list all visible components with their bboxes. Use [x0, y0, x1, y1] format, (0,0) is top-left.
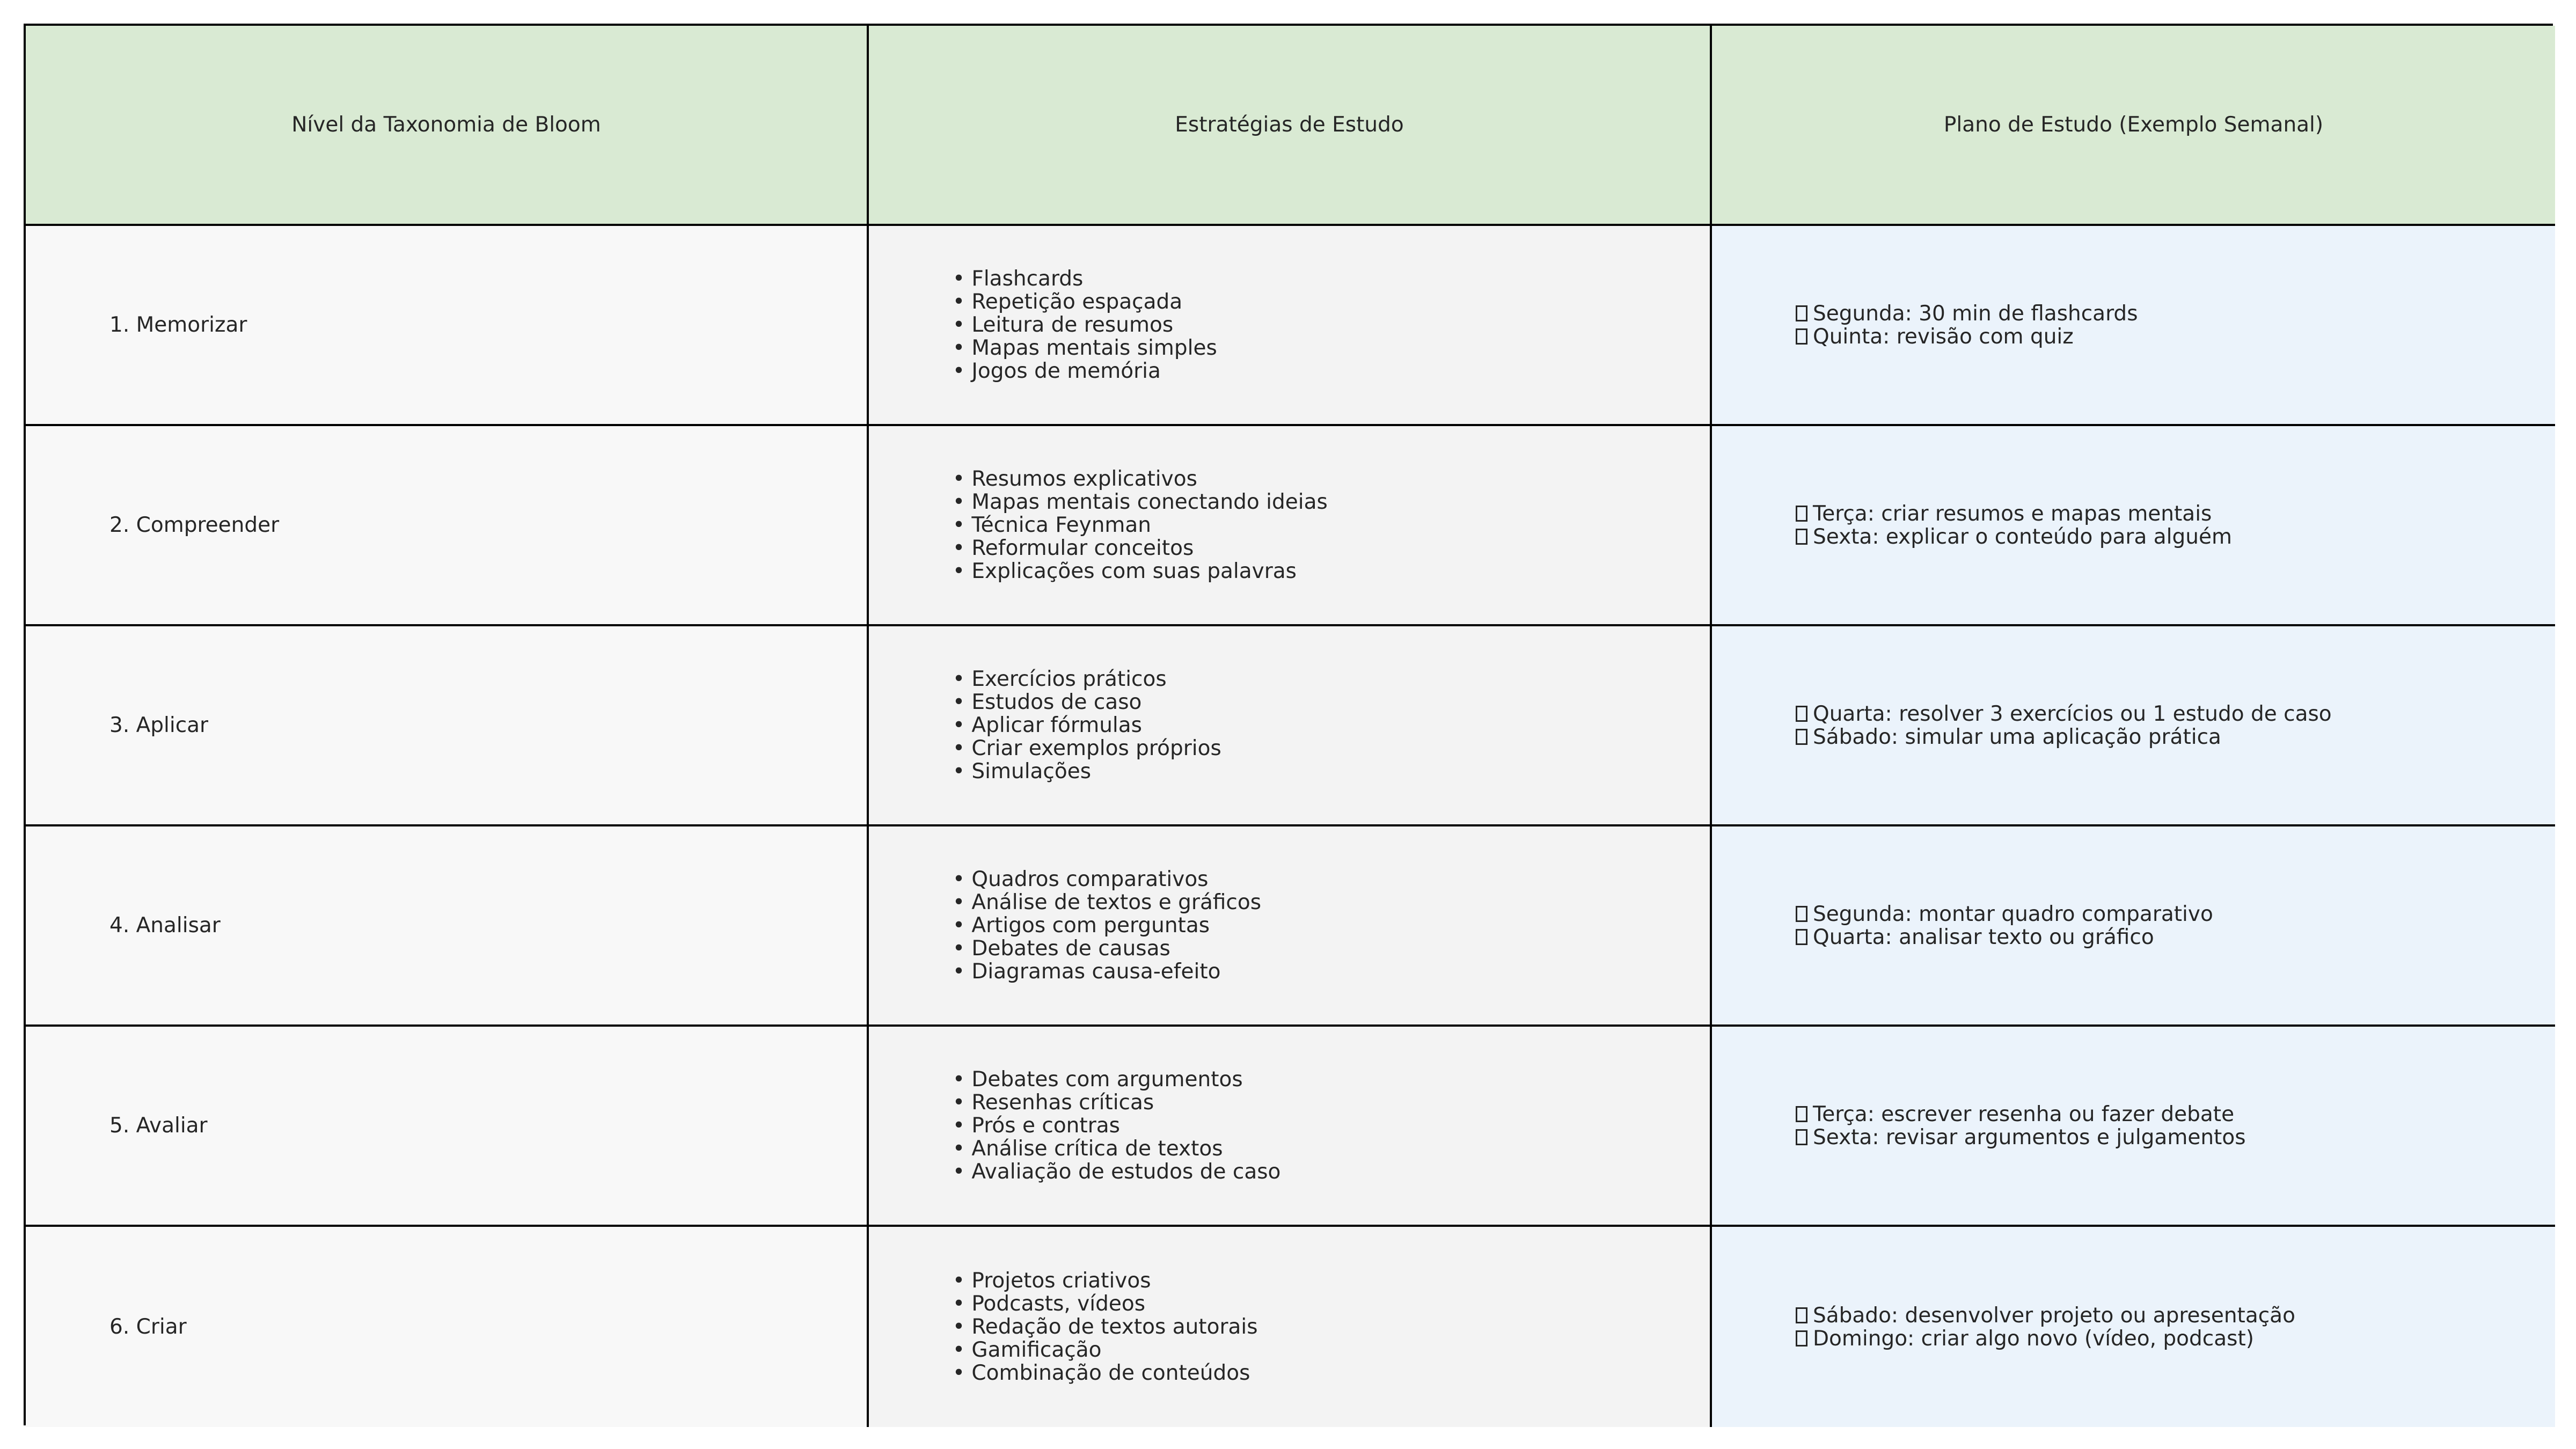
plan-item	[1796, 325, 2138, 348]
plan-item	[1796, 302, 2138, 325]
plan-list	[1796, 903, 2213, 949]
strategies-cell	[869, 626, 1712, 826]
level-cell	[26, 1027, 869, 1227]
strategy-item: • Estudos de caso	[953, 690, 1142, 714]
level-cell	[26, 826, 869, 1027]
plan-item	[1796, 903, 2213, 926]
strategy-item: • Debates com argumentos	[953, 1067, 1243, 1092]
strategies-cell	[869, 1027, 1712, 1227]
strategy-item: • Mapas mentais simples	[953, 336, 1217, 360]
plan-item-text: Sábado: desenvolver projeto ou apresentação	[1813, 1303, 2295, 1328]
plan-cell	[1712, 1227, 2555, 1427]
plan-cell	[1712, 1027, 2555, 1227]
strategy-item: • Gamificação	[953, 1338, 1102, 1362]
plan-item	[1796, 702, 2332, 726]
plan-list	[1796, 702, 2332, 749]
plan-cell	[1712, 826, 2555, 1027]
strategy-item: • Leitura de resumos	[953, 313, 1174, 337]
level-cell	[26, 426, 869, 626]
strategy-item: • Flashcards	[953, 267, 1084, 291]
strategy-item: • Artigos com perguntas	[953, 913, 1210, 938]
plan-item-text: Sábado: simular uma aplicação prática	[1813, 724, 2221, 749]
plan-item-text: Quarta: analisar texto ou gráfico	[1813, 925, 2154, 949]
plan-item-text: Quarta: resolver 3 exercícios ou 1 estudo de caso	[1813, 701, 2332, 726]
plan-item	[1796, 1103, 2246, 1126]
missing-glyph-box-icon	[1796, 929, 1807, 945]
strategies-list	[953, 467, 1328, 583]
strategies-cell	[869, 226, 1712, 426]
plan-item	[1796, 726, 2332, 749]
level-cell	[26, 226, 869, 426]
strategy-item: • Resenhas críticas	[953, 1091, 1154, 1115]
header-strategies	[869, 26, 1712, 226]
strategy-item: • Debates de causas	[953, 936, 1170, 961]
strategies-list	[953, 1068, 1280, 1183]
strategy-item: • Projetos criativos	[953, 1269, 1151, 1293]
level-label: 4. Analisar	[109, 913, 221, 938]
plan-item-text: Sexta: revisar argumentos e julgamentos	[1813, 1125, 2246, 1150]
header-level	[26, 26, 869, 226]
strategy-item: • Jogos de memória	[953, 359, 1161, 383]
plan-item-text: Sexta: explicar o conteúdo para alguém	[1813, 524, 2232, 549]
strategies-cell	[869, 826, 1712, 1027]
strategies-cell	[869, 426, 1712, 626]
header-level-label: Nível da Taxonomia de Bloom	[291, 113, 601, 137]
level-label: 2. Compreender	[109, 513, 280, 537]
strategy-item: • Simulações	[953, 759, 1092, 784]
strategy-item: • Prós e contras	[953, 1114, 1120, 1138]
plan-item-text: Terça: criar resumos e mapas mentais	[1813, 501, 2212, 526]
strategy-item: • Análise crítica de textos	[953, 1137, 1223, 1161]
strategy-item: • Aplicar fórmulas	[953, 713, 1142, 737]
missing-glyph-box-icon	[1796, 305, 1807, 321]
header-plan-label: Plano de Estudo (Exemplo Semanal)	[1943, 113, 2324, 137]
plan-list	[1796, 502, 2232, 548]
level-label: 5. Avaliar	[109, 1114, 208, 1138]
strategy-item: • Reformular conceitos	[953, 536, 1194, 560]
strategies-list	[953, 267, 1217, 383]
missing-glyph-box-icon	[1796, 729, 1807, 745]
strategies-list	[953, 868, 1261, 983]
missing-glyph-box-icon	[1796, 328, 1807, 345]
plan-list	[1796, 302, 2138, 348]
missing-glyph-box-icon	[1796, 506, 1807, 522]
plan-item-text: Domingo: criar algo novo (vídeo, podcast)	[1813, 1326, 2254, 1351]
strategy-item: • Técnica Feynman	[953, 513, 1152, 537]
header-strategies-label: Estratégias de Estudo	[1175, 113, 1404, 137]
strategy-item: • Criar exemplos próprios	[953, 736, 1221, 760]
plan-item-text: Segunda: montar quadro comparativo	[1813, 902, 2213, 926]
plan-cell	[1712, 426, 2555, 626]
level-cell	[26, 626, 869, 826]
strategy-item: • Avaliação de estudos de caso	[953, 1160, 1281, 1184]
missing-glyph-box-icon	[1796, 1129, 1807, 1145]
missing-glyph-box-icon	[1796, 906, 1807, 922]
strategy-item: • Redação de textos autorais	[953, 1315, 1258, 1339]
plan-item	[1796, 502, 2232, 525]
strategy-item: • Mapas mentais conectando ideias	[953, 490, 1328, 514]
strategy-item: • Resumos explicativos	[953, 467, 1197, 491]
header-plan	[1712, 26, 2555, 226]
plan-cell	[1712, 626, 2555, 826]
strategy-item: • Combinação de conteúdos	[953, 1361, 1250, 1385]
plan-item-text: Quinta: revisão com quiz	[1813, 324, 2074, 349]
strategies-list	[953, 1269, 1258, 1385]
bloom-study-table	[24, 24, 2553, 1425]
plan-item-text: Terça: escrever resenha ou fazer debate	[1813, 1102, 2235, 1126]
strategy-item: • Repetição espaçada	[953, 290, 1183, 314]
missing-glyph-box-icon	[1796, 1307, 1807, 1323]
strategy-item: • Exercícios práticos	[953, 667, 1167, 691]
strategy-item: • Explicações com suas palavras	[953, 559, 1297, 583]
plan-item	[1796, 1304, 2295, 1327]
plan-cell	[1712, 226, 2555, 426]
strategies-list	[953, 668, 1221, 783]
plan-item	[1796, 926, 2213, 949]
strategy-item: • Diagramas causa-efeito	[953, 960, 1221, 984]
level-label: 1. Memorizar	[109, 313, 247, 337]
strategy-item: • Análise de textos e gráficos	[953, 890, 1262, 914]
missing-glyph-box-icon	[1796, 529, 1807, 545]
plan-item	[1796, 1126, 2246, 1149]
level-label: 3. Aplicar	[109, 713, 209, 737]
missing-glyph-box-icon	[1796, 1330, 1807, 1346]
missing-glyph-box-icon	[1796, 1106, 1807, 1122]
strategy-item: • Podcasts, vídeos	[953, 1292, 1146, 1316]
missing-glyph-box-icon	[1796, 706, 1807, 722]
strategies-cell	[869, 1227, 1712, 1427]
plan-item-text: Segunda: 30 min de flashcards	[1813, 301, 2138, 326]
level-cell	[26, 1227, 869, 1427]
plan-item	[1796, 525, 2232, 548]
strategy-item: • Quadros comparativos	[953, 867, 1209, 891]
plan-list	[1796, 1103, 2246, 1149]
level-label: 6. Criar	[109, 1315, 187, 1339]
plan-list	[1796, 1304, 2295, 1350]
plan-item	[1796, 1327, 2295, 1350]
